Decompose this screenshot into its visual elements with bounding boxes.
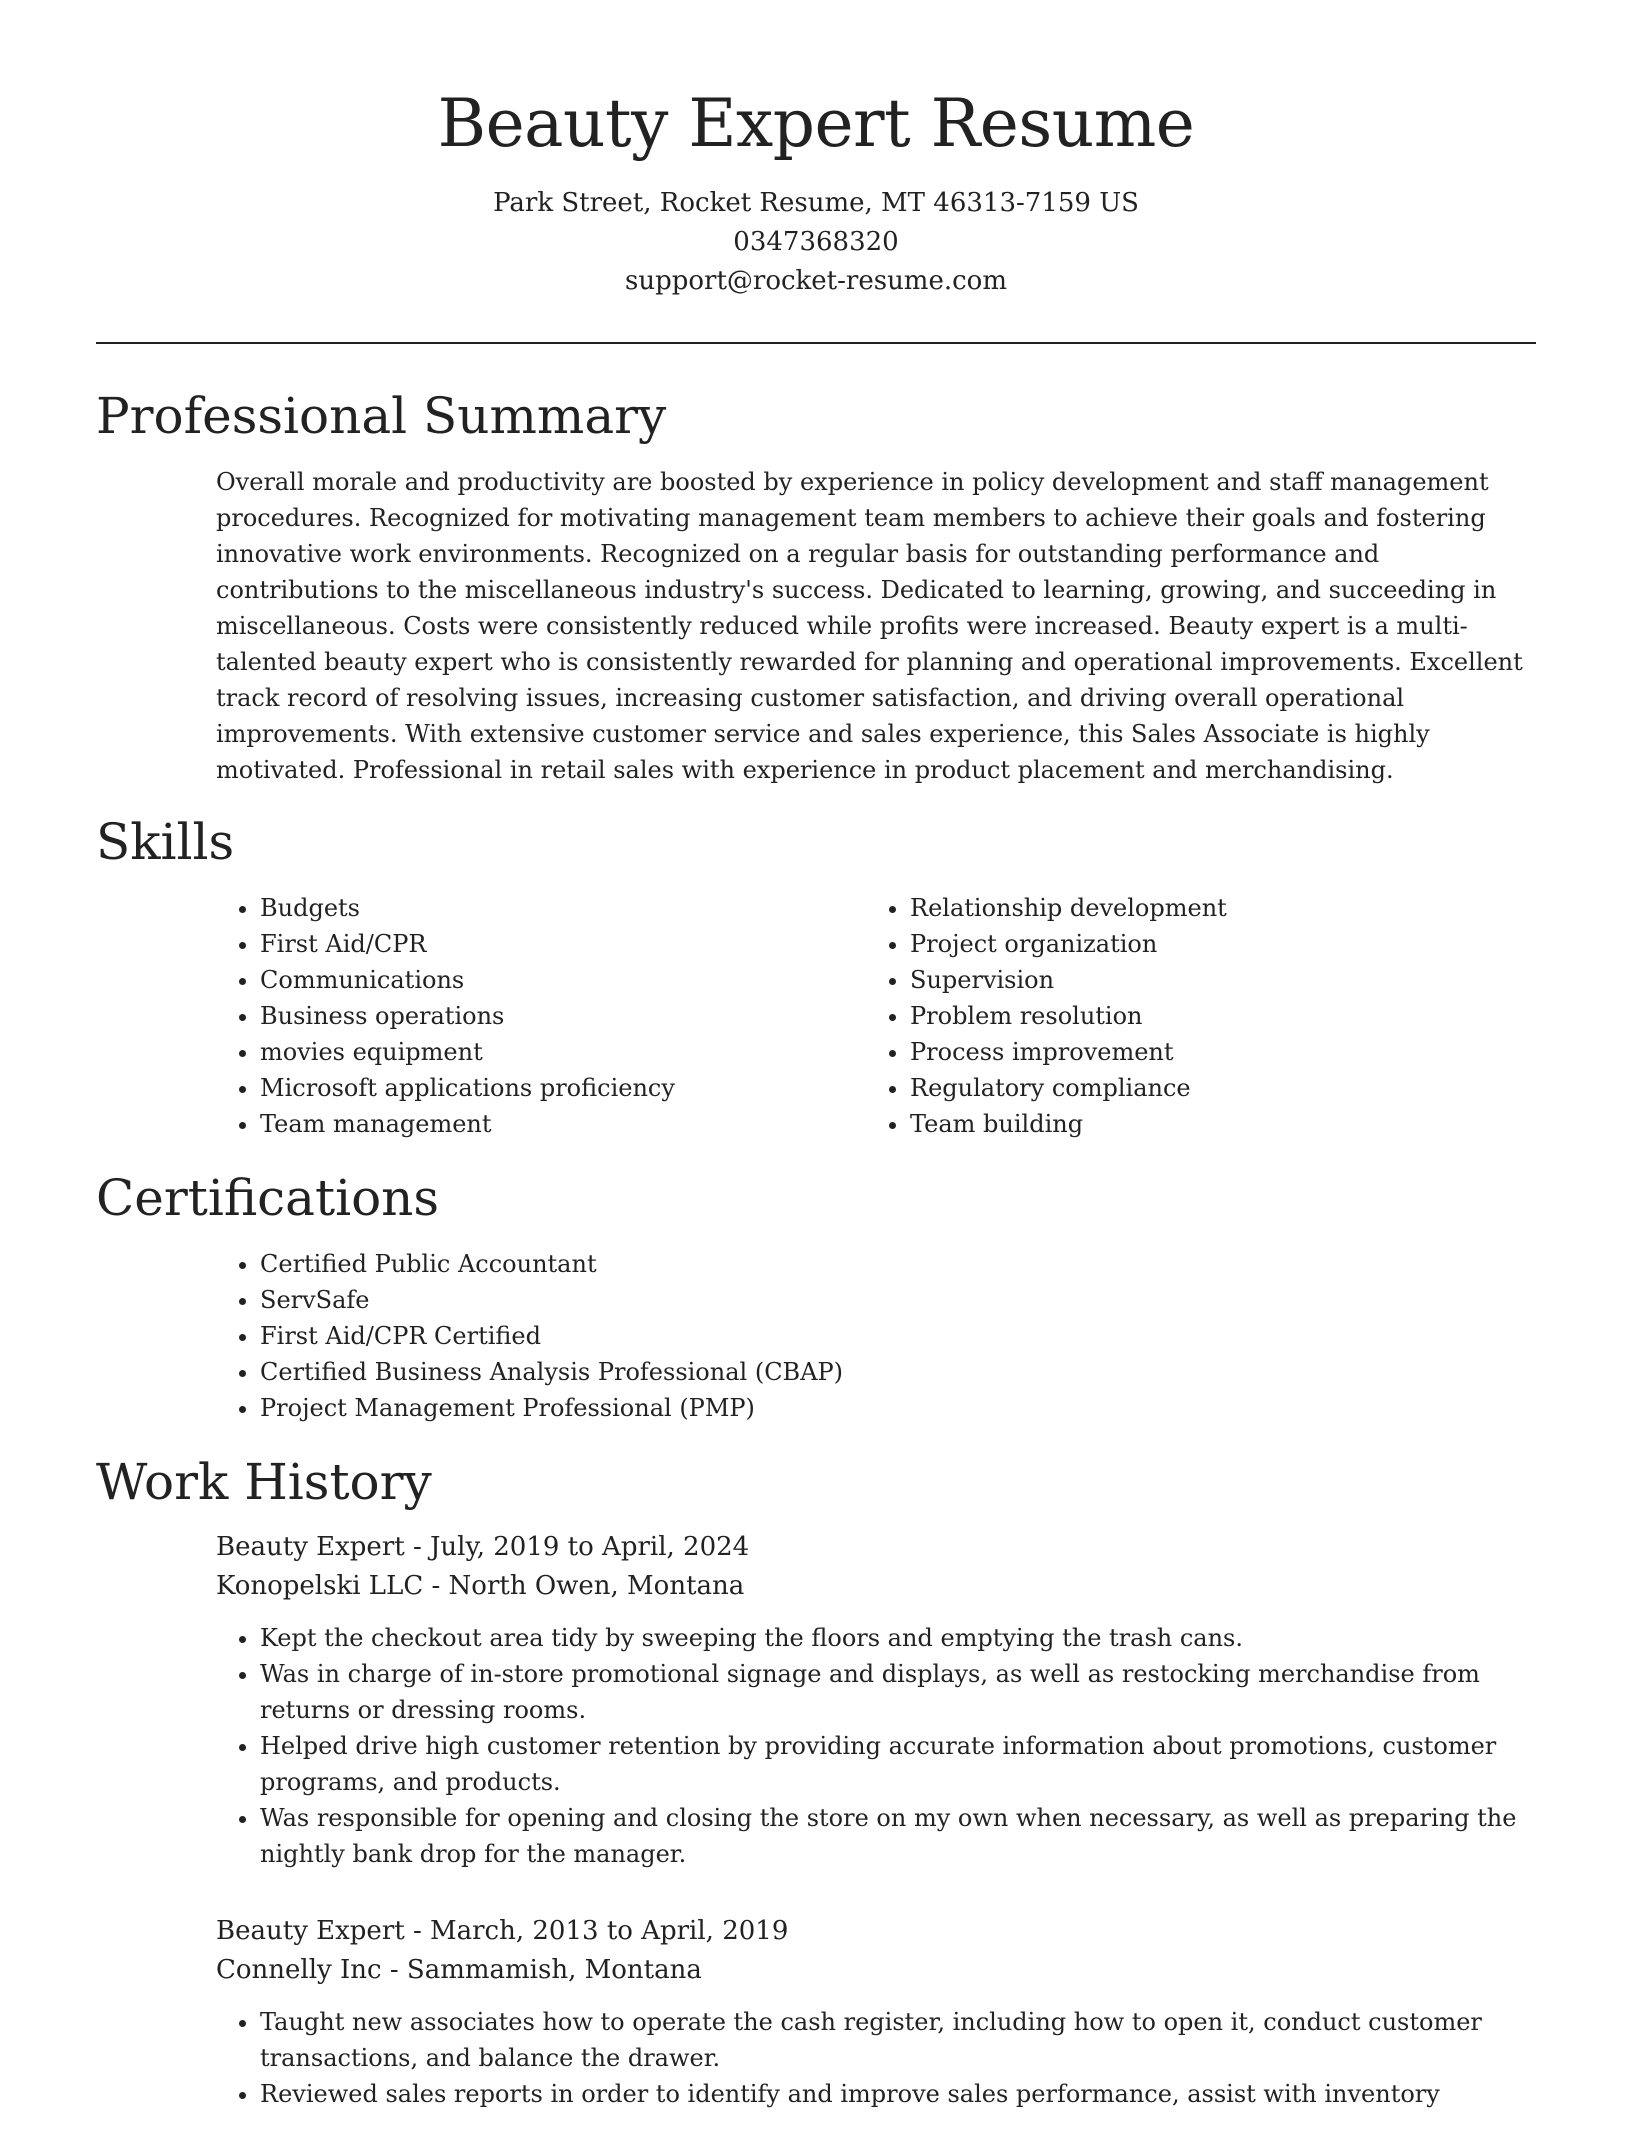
- skill-item: • First Aid/CPR: [260, 926, 866, 962]
- skill-item: • movies equipment: [260, 1034, 866, 1070]
- certifications-list: [216, 1246, 1536, 1426]
- work-history-section: [96, 1446, 1536, 2142]
- skill-item: • Budgets: [260, 890, 866, 926]
- job-title-line: Beauty Expert - July, 2019 to April, 2024: [216, 1532, 750, 1562]
- skill-item: • Process improvement: [910, 1034, 1516, 1070]
- certifications-heading: Certifications: [96, 1169, 440, 1227]
- skills-list-left: [216, 890, 866, 1142]
- job-entry: [216, 1902, 1536, 2142]
- certifications-body: [216, 1234, 1536, 1446]
- certification-item: • First Aid/CPR Certified: [260, 1318, 1536, 1354]
- summary-text: Overall morale and productivity are boosted by experience in policy development and staff management procedures. Recognized for motivating management team members to achieve their goals and fostering innovative work environments. Recognized on a regular basis for outstanding performance and contributions to the miscellaneous industry's success. Dedicated to learning, growing, and succeeding in miscellaneous. Costs were consistently reduced while profits were increased. Beauty expert is a multi-talented beauty expert who is consistently rewarded for planning and operational improvements. Excellent track record of resolving issues, increasing customer satisfaction, and driving overall operational improvements. With extensive customer service and sales experience, this Sales Associate is highly motivated. Professional in retail sales with experience in product placement and merchandising.: [216, 468, 1523, 784]
- skill-item: • Regulatory compliance: [910, 1070, 1516, 1106]
- skill-item: • Communications: [260, 962, 866, 998]
- summary-heading: Professional Summary: [96, 387, 667, 445]
- skills-column-left: [216, 890, 866, 1142]
- certification-item: • ServSafe: [260, 1282, 1536, 1318]
- summary-body: [216, 452, 1536, 806]
- skills-columns: [216, 878, 1536, 1162]
- resume-header: [0, 0, 1632, 301]
- skills-column-right: [866, 890, 1516, 1142]
- job-entry: [216, 1518, 1536, 1902]
- certification-item: • Certified Public Accountant: [260, 1246, 1536, 1282]
- contact-email: support@rocket-resume.com: [624, 265, 1007, 296]
- job-bullets: [216, 2004, 1536, 2142]
- skill-item: • Supervision: [910, 962, 1516, 998]
- skill-item: • Business operations: [260, 998, 866, 1034]
- skill-item: • Problem resolution: [910, 998, 1516, 1034]
- certification-item: • Certified Business Analysis Professional (CBAP): [260, 1354, 1536, 1390]
- skill-item: • Microsoft applications proficiency: [260, 1070, 866, 1106]
- skill-item: • Relationship development: [910, 890, 1516, 926]
- job-bullets: [216, 1620, 1536, 1902]
- certifications-section: [96, 1162, 1536, 1446]
- skill-item: • Team building: [910, 1106, 1516, 1142]
- contact-address: Park Street, Rocket Resume, MT 46313-7159 US: [493, 187, 1139, 218]
- skills-list-right: [866, 890, 1516, 1142]
- job-company-line: Konopelski LLC - North Owen, Montana: [216, 1571, 745, 1601]
- job-title-line: Beauty Expert - March, 2013 to April, 2019: [216, 1916, 789, 1946]
- job-bullet: • Taught new associates how to operate the cash register, including how to open it, conduct customer transactions, and balance the drawer.: [260, 2004, 1536, 2076]
- job-company-line: Connelly Inc - Sammamish, Montana: [216, 1955, 702, 1985]
- contact-block: [0, 184, 1632, 301]
- job-bullet: • Kept the checkout area tidy by sweeping the floors and emptying the trash cans.: [260, 1620, 1536, 1656]
- job-bullet: • Helped drive high customer retention by providing accurate information about promotions, customer programs, and products.: [260, 1728, 1536, 1800]
- certification-item: • Project Management Professional (PMP): [260, 1390, 1536, 1426]
- summary-section: [96, 380, 1536, 806]
- resume-title: Beauty Expert Resume: [437, 85, 1195, 162]
- job-bullet: • Was responsible for opening and closing the store on my own when necessary, as well as preparing the nightly bank drop for the manager.: [260, 1800, 1536, 1872]
- job-bullet: • Reviewed sales reports in order to identify and improve sales performance, assist with inventory: [260, 2076, 1536, 2112]
- skills-section: [96, 806, 1536, 1162]
- job-bullet: • Was in charge of in-store promotional signage and displays, as well as restocking merchandise from returns or dressing rooms.: [260, 1656, 1536, 1728]
- work-history-heading: Work History: [96, 1453, 432, 1511]
- resume-content: [96, 380, 1536, 2142]
- skills-heading: Skills: [96, 813, 235, 871]
- header-divider: [96, 342, 1536, 344]
- contact-phone: 0347368320: [733, 226, 899, 257]
- skill-item: • Project organization: [910, 926, 1516, 962]
- skill-item: • Team management: [260, 1106, 866, 1142]
